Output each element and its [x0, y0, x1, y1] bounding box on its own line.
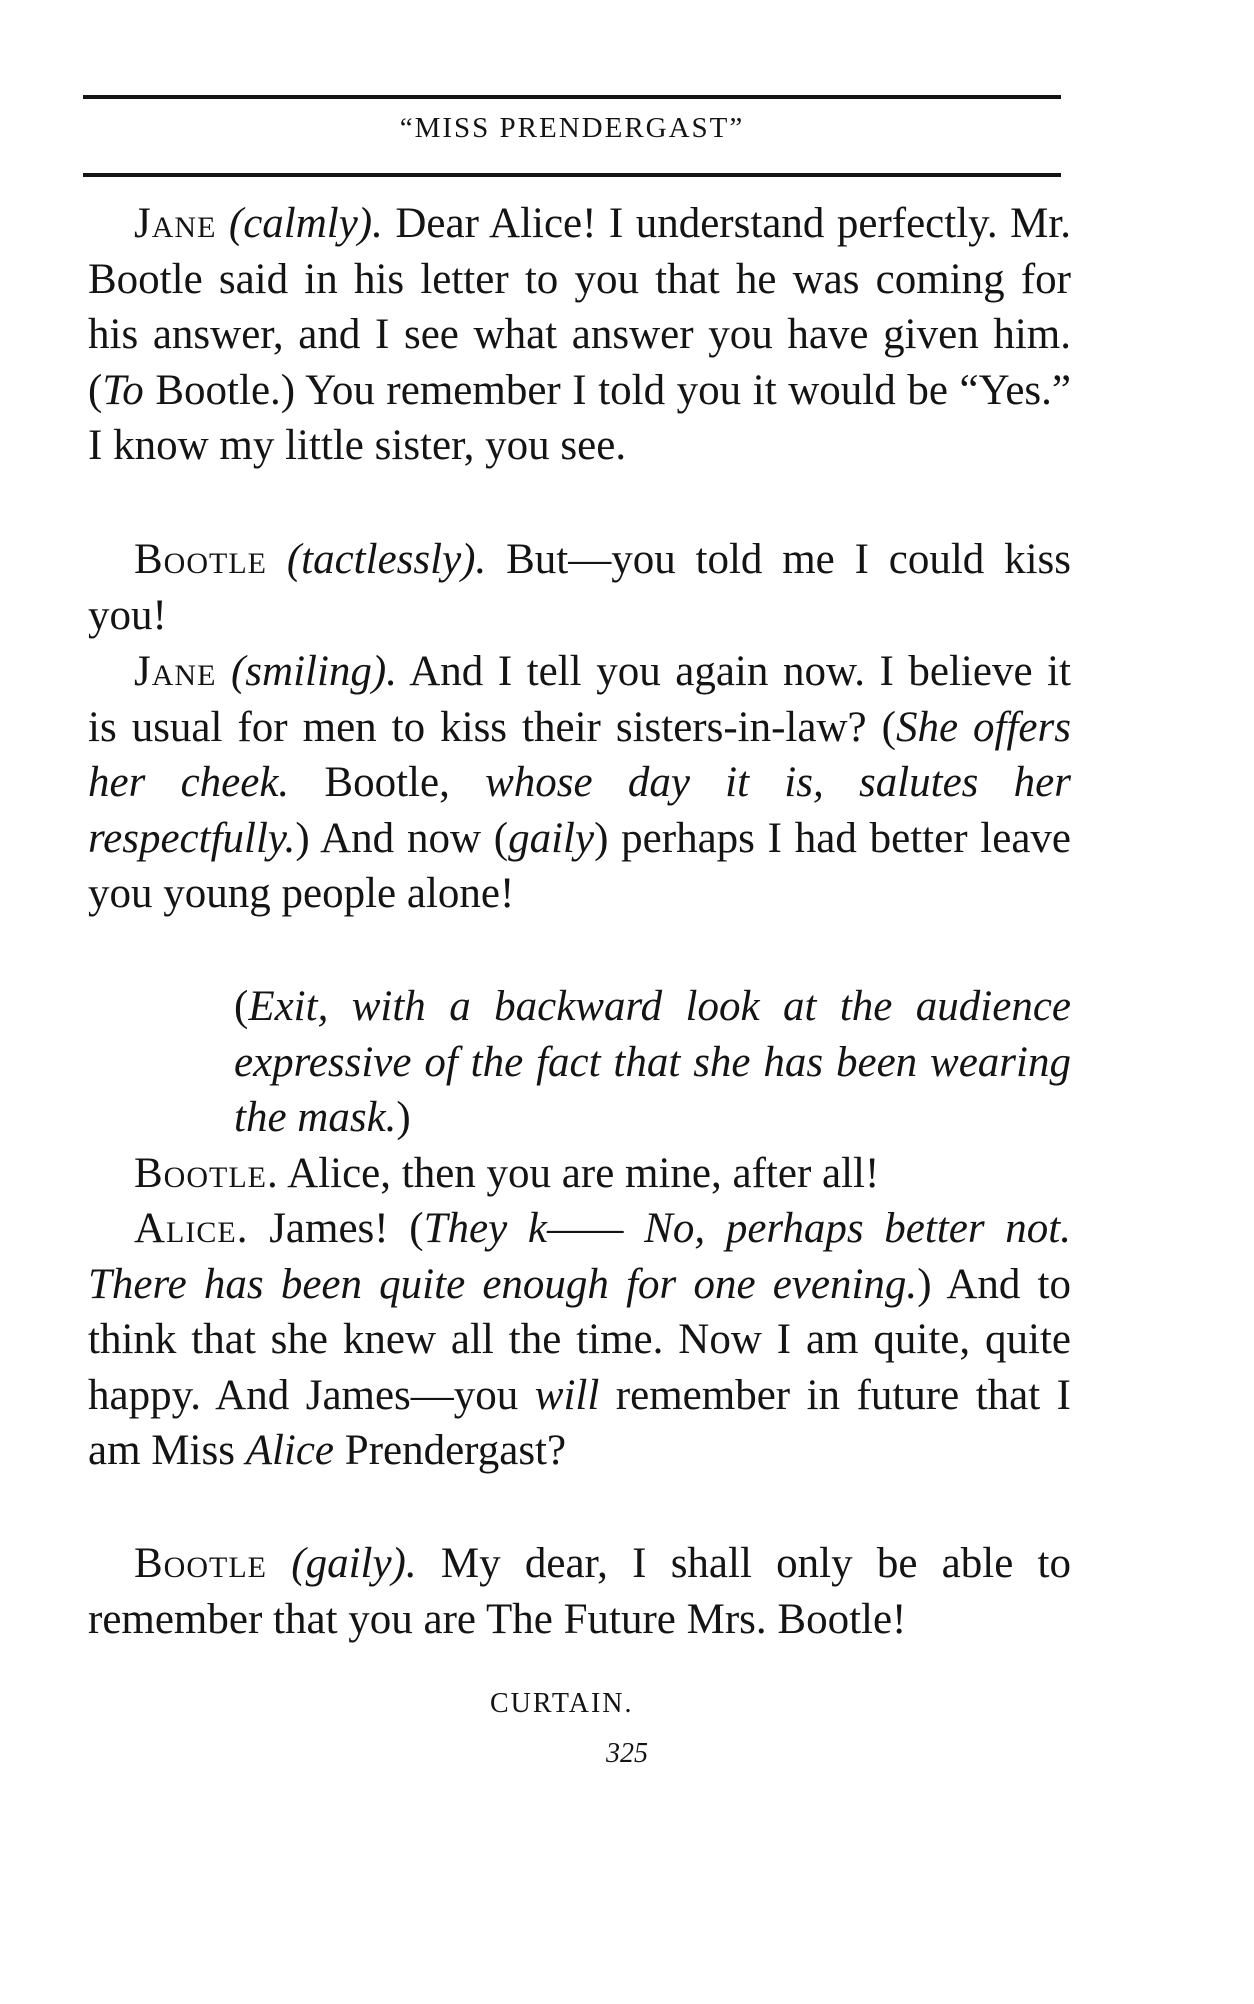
- dialogue-text: But—you told me I could kiss you!: [88, 536, 1072, 639]
- stage-direction: She offers her cheek.: [88, 703, 1071, 806]
- paragraph-bootle-2: [88, 1146, 1071, 1202]
- speaker-name: Bootle: [134, 536, 267, 583]
- speaker-name: Alice.: [134, 1205, 249, 1252]
- paren-open: (: [234, 983, 249, 1030]
- stage-direction: gaily: [508, 814, 595, 862]
- dialogue-text: ) And now (: [295, 814, 509, 862]
- header-rule-top: [83, 95, 1061, 99]
- dialogue-text: James! (: [269, 1205, 424, 1252]
- stage-direction: Alice: [245, 1427, 335, 1474]
- header-rule-bottom: [83, 173, 1061, 177]
- page-number: 325: [606, 1738, 648, 1769]
- stage-direction: (smiling).: [230, 648, 397, 695]
- stage-direction-exit: [234, 979, 1071, 1146]
- dialogue-text: Prendergast?: [334, 1427, 567, 1474]
- paragraph-bootle-3: [88, 1536, 1071, 1647]
- speaker-name: Bootle: [134, 1540, 267, 1587]
- stage-direction: whose day it is, salutes her respectfully.: [88, 759, 1071, 862]
- speaker-name: Bootle.: [134, 1150, 279, 1197]
- dialogue-text: Bootle.) You remember I told you it would be “Yes.” I know my little sister, you see.: [88, 366, 1071, 469]
- speaker-name: Jane: [134, 200, 217, 247]
- dialogue-text: Bootle,: [289, 759, 486, 806]
- paragraph-alice: [88, 1201, 1071, 1479]
- dialogue-text: remember in future that I am Miss: [88, 1371, 1071, 1474]
- stage-direction: (tactlessly).: [286, 536, 487, 583]
- dialogue-text: And I tell you again now. I believe it is usual for men to kiss their sisters-in-law? (: [88, 648, 1072, 751]
- stage-direction: To: [102, 366, 144, 414]
- dialogue-text: Alice, then you are mine, after all!: [287, 1150, 880, 1197]
- dialogue-text: ) And to think that she knew all the time. Now I am quite, quite happy. And James—you: [88, 1260, 1071, 1419]
- paragraph-bootle-1: [88, 532, 1071, 643]
- curtain-label: CURTAIN.: [490, 1688, 634, 1719]
- speaker-name: Jane: [134, 648, 217, 695]
- paragraph-jane-1: [88, 196, 1071, 474]
- stage-direction: Exit, with a backward look at the audience expressive of the fact that she has been wearing the mask.: [234, 983, 1071, 1141]
- running-head: “MISS PRENDERGAST”: [399, 112, 745, 144]
- stage-direction: They k—— No, perhaps better not. There has been quite enough for one evening.: [88, 1205, 1072, 1308]
- dialogue-text: Dear Alice! I understand perfectly. Mr. Bootle said in his letter to you that he was coming for his answer, and I see what answer you have given him. (: [88, 200, 1072, 414]
- stage-direction: (calmly).: [228, 200, 383, 247]
- dialogue-text: My dear, I shall only be able to remember that you are The Future Mrs. Bootle!: [88, 1540, 1071, 1643]
- paren-close: ): [396, 1094, 411, 1141]
- paragraph-jane-2: [88, 644, 1071, 922]
- stage-direction: will: [534, 1371, 600, 1419]
- stage-direction: (gaily).: [291, 1540, 417, 1587]
- dialogue-text: ) perhaps I had better leave you young people alone!: [88, 814, 1071, 917]
